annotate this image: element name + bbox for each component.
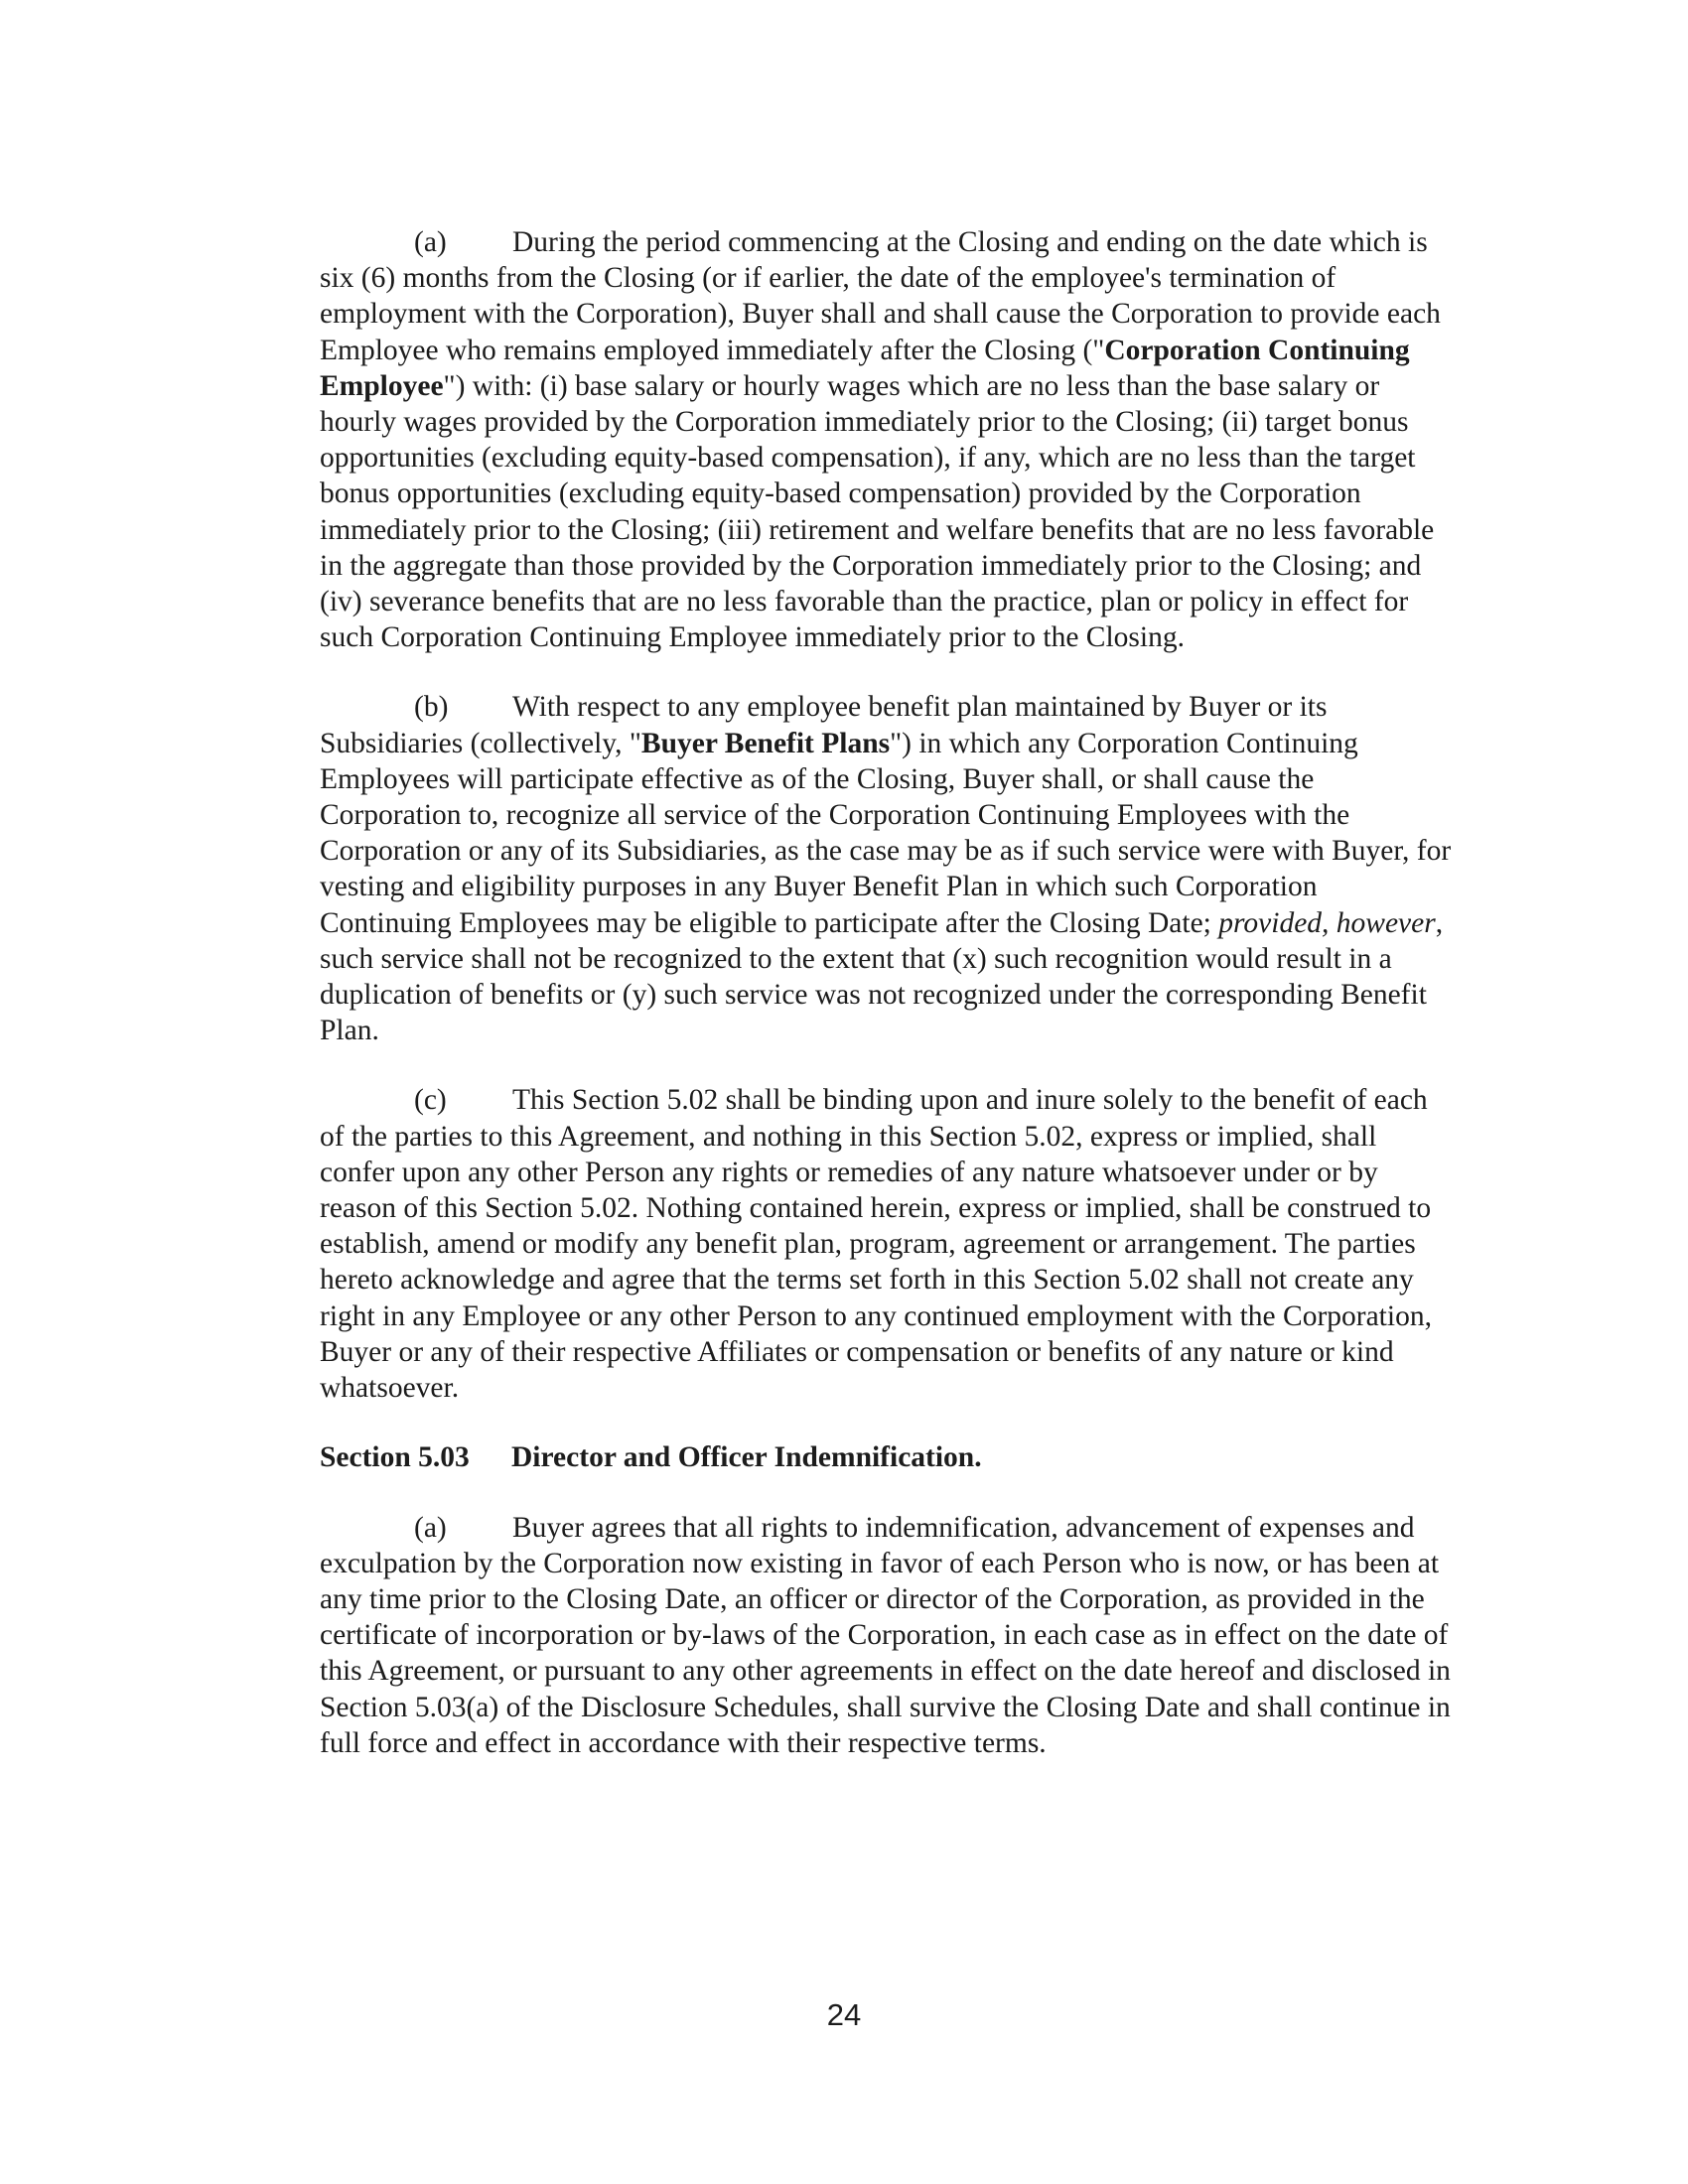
defined-term: Corporation Continuing Employee <box>320 334 1410 402</box>
paragraph-5-02-b <box>320 689 1454 1048</box>
paragraph-text: ") with: (i) base salary or hourly wages which are no less than the base salary or hourly wages provided by the Corporation immediately prior to the Closing; (ii) target bonus opportunities (excluding equity-based compensation), if any, which are no less than the target bonus opportunities (excluding equity-based compensation) provided by the Corporation immediately prior to the Closing; (iii) retirement and welfare benefits that are no less favorable in the aggregate than those provided by the Corporation immediately prior to the Closing; and (iv) severance benefits that are no less favorable than the practice, plan or policy in effect for such Corporation Continuing Employee immediately prior to the Closing. <box>320 369 1435 654</box>
paragraph-text: , such service shall not be recognized to the extent that (x) such recognition would result in a duplication of benefits or (y) such service was not recognized under the corresponding Benefit Plan. <box>320 906 1444 1047</box>
paragraph-5-03-a <box>320 1510 1454 1761</box>
paragraph-text: Buyer agrees that all rights to indemnification, advancement of expenses and exculpation by the Corporation now existing in favor of each Person who is now, or has been at any time prior to the Closing Date, an officer or director of the Corporation, as provided in the certificate of incorporation or by-laws of the Corporation, in each case as in effect on the date of this Agreement, or pursuant to any other agreements in effect on the date hereof and disclosed in Section 5.03(a) of the Disclosure Schedules, shall survive the Closing Date and shall continue in full force and effect in accordance with their respective terms. <box>320 1511 1451 1759</box>
paragraph-label: (b) <box>414 691 449 724</box>
paragraph-text: This Section 5.02 shall be binding upon and inure solely to the benefit of each of the parties to this Agreement, and nothing in this Section 5.02, express or implied, shall confer upon any other Person any rights or remedies of any nature whatsoever under or by reason of this Section 5.02. Nothing contained herein, express or implied, shall be construed to establish, amend or modify any benefit plan, program, agreement or arrangement. The parties hereto acknowledge and agree that the terms set forth in this Section 5.02 shall not create any right in any Employee or any other Person to any continued employment with the Corporation, Buyer or any of their respective Affiliates or compensation or benefits of any nature or kind whatsoever. <box>320 1084 1432 1405</box>
section-heading <box>320 1439 1454 1475</box>
paragraph-label: (c) <box>414 1084 447 1117</box>
paragraph-text: During the period commencing at the Closing and ending on the date which is six (6) months from the Closing (or if earlier, the date of the employee's termination of employment with the Corporation), Buyer shall and shall cause the Corporation to provide each Employee who remains employed immediately after the Closing (" <box>320 226 1441 366</box>
paragraph-5-02-c <box>320 1082 1454 1406</box>
section-title: Director and Officer Indemnification. <box>511 1441 982 1474</box>
paragraph-label: (a) <box>414 1511 447 1544</box>
paragraph-5-02-a <box>320 224 1454 655</box>
defined-term: Buyer Benefit Plans <box>640 727 891 759</box>
paragraph-label: (a) <box>414 226 447 258</box>
document-body <box>320 224 1454 1795</box>
italic-proviso: provided, however <box>1218 906 1436 939</box>
page-number: 24 <box>826 1997 862 2032</box>
section-number: Section 5.03 <box>320 1441 470 1474</box>
paragraph-text: With respect to any employee benefit plan maintained by Buyer or its Subsidiaries (collectively, " <box>320 691 1328 759</box>
paragraph-text: ") in which any Corporation Continuing Employees will participate effective as of the Closing, Buyer shall, or shall cause the Corporation to, recognize all service of the Corporation Continuing Employees with the Corporation or any of its Subsidiaries, as the case may be as if such service were with Buyer, for vesting and eligibility purposes in any Buyer Benefit Plan in which such Corporation Continuing Employees may be eligible to participate after the Closing Date; <box>320 727 1452 939</box>
